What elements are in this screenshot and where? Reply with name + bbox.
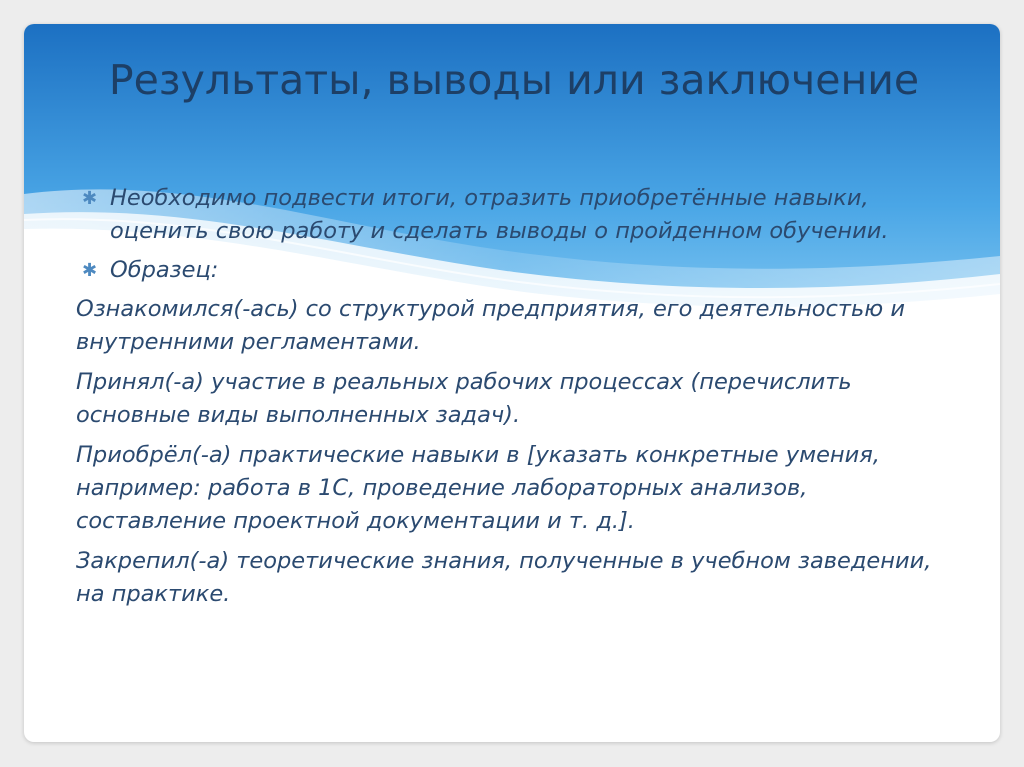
bullet-text: Необходимо подвести итоги, отразить приобретённые навыки, оценить свою работу и сделать выводы о пройденном обучении.	[110, 185, 889, 244]
body-paragraph: Закрепил(-а) теоретические знания, полученные в учебном заведении, на практике.	[76, 548, 932, 607]
asterisk-bullet-icon: ✱	[82, 188, 98, 209]
bullet-text: Образец:	[110, 257, 219, 283]
body-paragraph: Приобрёл(-а) практические навыки в [указать конкретные умения, например: работа в 1С, проведение лабораторных анализов, составление проектной документации и т. д.].	[76, 442, 880, 534]
bullet-item	[76, 254, 956, 287]
body-paragraph: Ознакомился(-ась) со структурой предприятия, его деятельностью и внутренними регламентами.	[76, 296, 906, 355]
asterisk-bullet-icon: ✱	[82, 260, 98, 281]
slide-title: Результаты, выводы или заключение	[108, 56, 920, 104]
slide	[24, 24, 1000, 742]
bullet-item	[76, 182, 956, 248]
slide-body	[76, 182, 956, 611]
body-paragraph: Принял(-а) участие в реальных рабочих процессах (перечислить основные виды выполненных задач).	[76, 369, 852, 428]
